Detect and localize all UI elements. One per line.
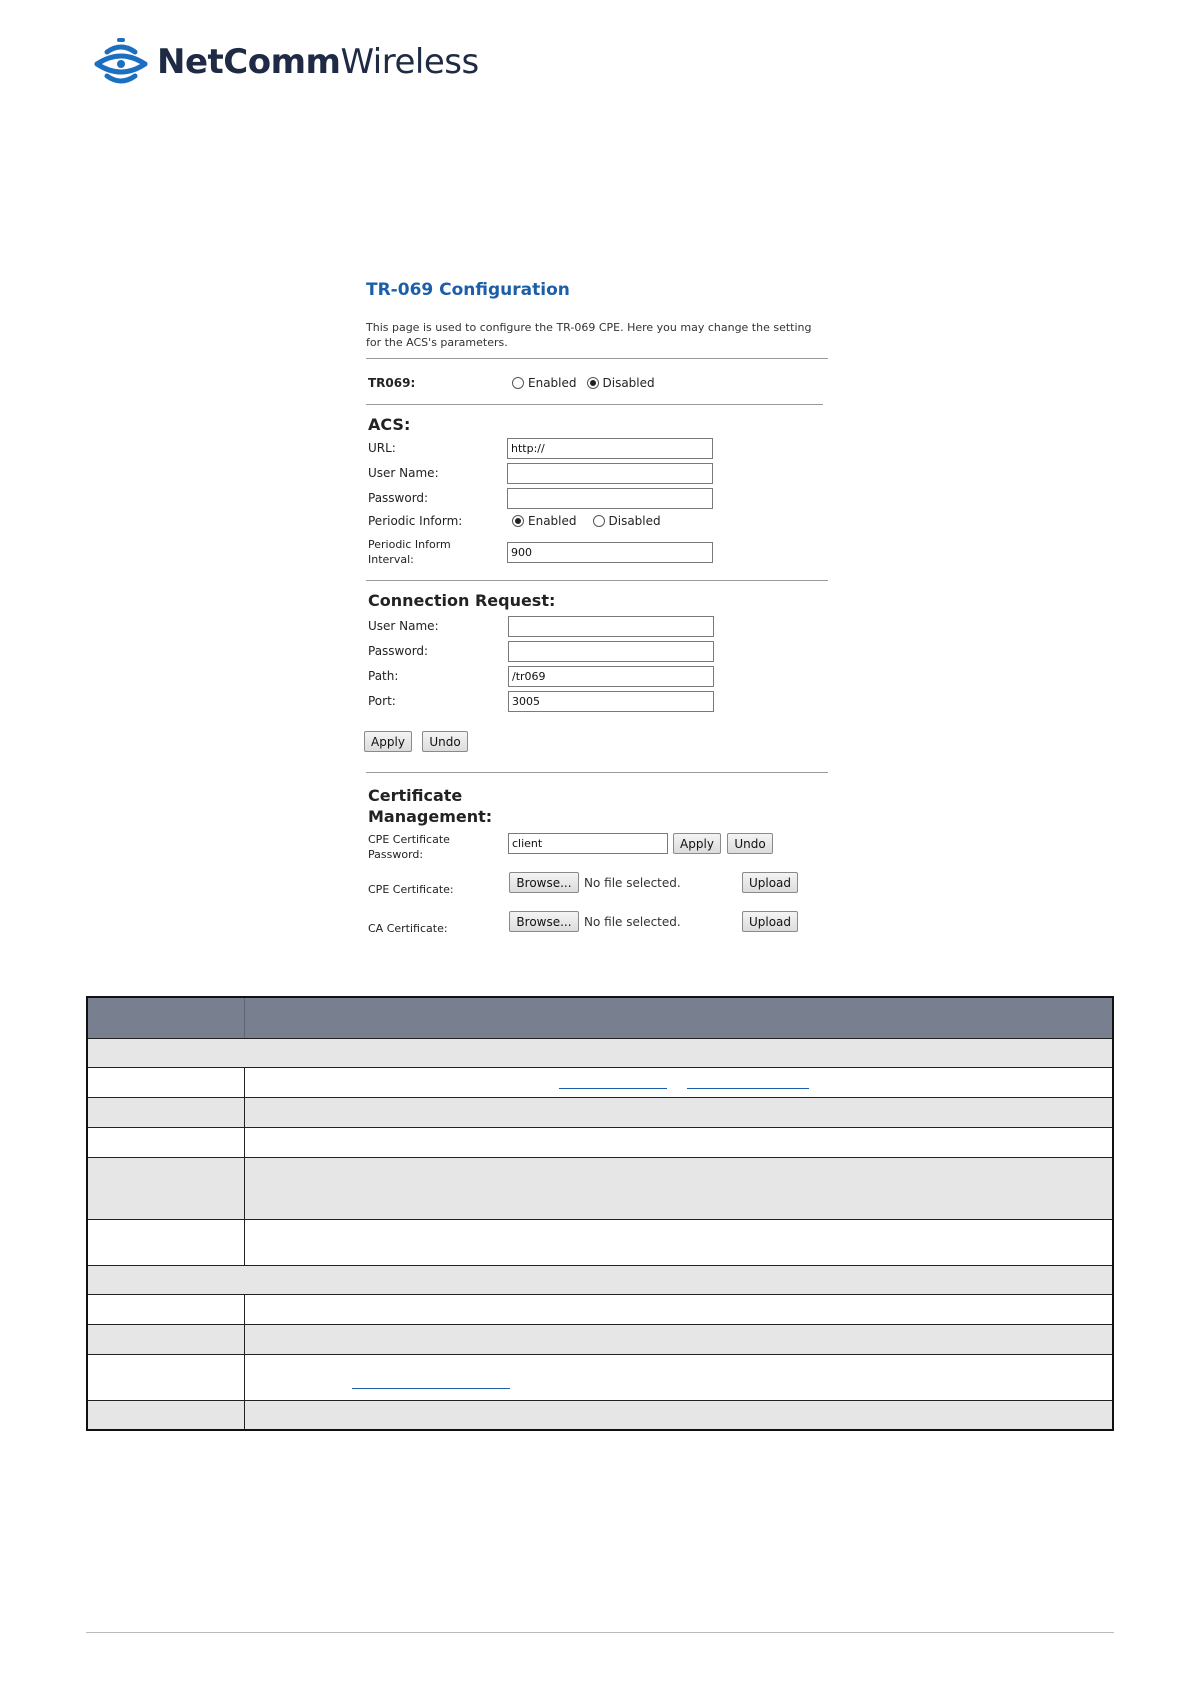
- periodic-interval-label-line1: Periodic Inform: [368, 538, 451, 551]
- tr069-disabled-radio[interactable]: [587, 377, 599, 389]
- cr-apply-button[interactable]: Apply: [364, 731, 412, 752]
- certificate-heading-line2: Management:: [368, 807, 493, 826]
- ca-certificate-label: CA Certificate:: [368, 922, 448, 935]
- cr-username-input[interactable]: [508, 616, 714, 637]
- cr-path-label: Path:: [368, 669, 399, 683]
- table-section-row: [88, 1265, 1112, 1294]
- table-row: [88, 1294, 1112, 1324]
- table-section-row: [88, 1038, 1112, 1067]
- brand-wordmark: NetCommWireless: [157, 42, 479, 82]
- periodic-disabled-radio[interactable]: [593, 515, 605, 527]
- table-row: [88, 1157, 1112, 1219]
- divider: [366, 772, 828, 773]
- cpe-file-status: No file selected.: [584, 876, 681, 890]
- divider: [366, 580, 828, 581]
- cr-port-input[interactable]: 3005: [508, 691, 714, 712]
- ca-upload-button[interactable]: Upload: [742, 911, 798, 932]
- cpe-password-label-line2: Password:: [368, 848, 424, 861]
- acs-username-input[interactable]: [507, 463, 713, 484]
- acs-heading: ACS:: [368, 415, 411, 434]
- settings-table: [86, 996, 1114, 1431]
- acs-password-input[interactable]: [507, 488, 713, 509]
- table-row: [88, 1067, 1112, 1097]
- page-description: This page is used to configure the TR-069 CPE. Here you may change the setting for the ACS's parameters.: [366, 321, 812, 349]
- acs-url-input[interactable]: http://: [507, 438, 713, 459]
- cpe-certificate-label: CPE Certificate:: [368, 883, 454, 896]
- tr069-config-panel: [362, 276, 832, 946]
- periodic-inform-radio-group: [512, 514, 661, 528]
- cr-undo-button[interactable]: Undo: [422, 731, 468, 752]
- connection-request-heading: Connection Request:: [368, 591, 556, 610]
- acs-url-label: URL:: [368, 441, 396, 455]
- certificate-heading-line1: Certificate: [368, 786, 463, 805]
- ca-file-status: No file selected.: [584, 915, 681, 929]
- cert-apply-button[interactable]: Apply: [673, 833, 721, 854]
- page-title: TR-069 Configuration: [366, 280, 570, 300]
- divider: [366, 404, 823, 405]
- tr069-label: TR069:: [368, 376, 416, 390]
- tr069-enabled-radio[interactable]: [512, 377, 524, 389]
- table-row: [88, 1324, 1112, 1354]
- tr069-enabled-label: Enabled: [528, 376, 577, 390]
- table-link-underline[interactable]: [352, 1388, 510, 1389]
- table-row: [88, 1127, 1112, 1157]
- periodic-enabled-label: Enabled: [528, 514, 577, 528]
- table-header-row: [88, 998, 1112, 1038]
- table-link-underline[interactable]: [687, 1088, 809, 1089]
- table-row: [88, 1354, 1112, 1400]
- divider: [366, 358, 828, 359]
- table-link-underline[interactable]: [559, 1088, 667, 1089]
- footer-divider: [86, 1632, 1114, 1633]
- periodic-enabled-radio[interactable]: [512, 515, 524, 527]
- periodic-disabled-label: Disabled: [608, 514, 661, 528]
- tr069-disabled-label: Disabled: [602, 376, 655, 390]
- cpe-password-label-line1: CPE Certificate: [368, 833, 450, 846]
- wireless-waves-icon: [93, 34, 149, 90]
- tr069-radio-group: [512, 376, 655, 390]
- cpe-cert-password-input[interactable]: client: [508, 833, 668, 854]
- cr-path-input[interactable]: /tr069: [508, 666, 714, 687]
- cpe-upload-button[interactable]: Upload: [742, 872, 798, 893]
- cr-password-input[interactable]: [508, 641, 714, 662]
- acs-username-label: User Name:: [368, 466, 439, 480]
- acs-password-label: Password:: [368, 491, 429, 505]
- cr-password-label: Password:: [368, 644, 429, 658]
- periodic-inform-label: Periodic Inform:: [368, 514, 463, 528]
- netcomm-logo: [93, 34, 479, 90]
- table-row: [88, 1097, 1112, 1127]
- periodic-interval-label-line2: Interval:: [368, 553, 414, 566]
- cr-port-label: Port:: [368, 694, 396, 708]
- ca-browse-button[interactable]: Browse...: [509, 911, 579, 932]
- cr-username-label: User Name:: [368, 619, 439, 633]
- cert-undo-button[interactable]: Undo: [727, 833, 773, 854]
- periodic-interval-input[interactable]: 900: [507, 542, 713, 563]
- table-row: [88, 1400, 1112, 1429]
- cpe-browse-button[interactable]: Browse...: [509, 872, 579, 893]
- table-row: [88, 1219, 1112, 1265]
